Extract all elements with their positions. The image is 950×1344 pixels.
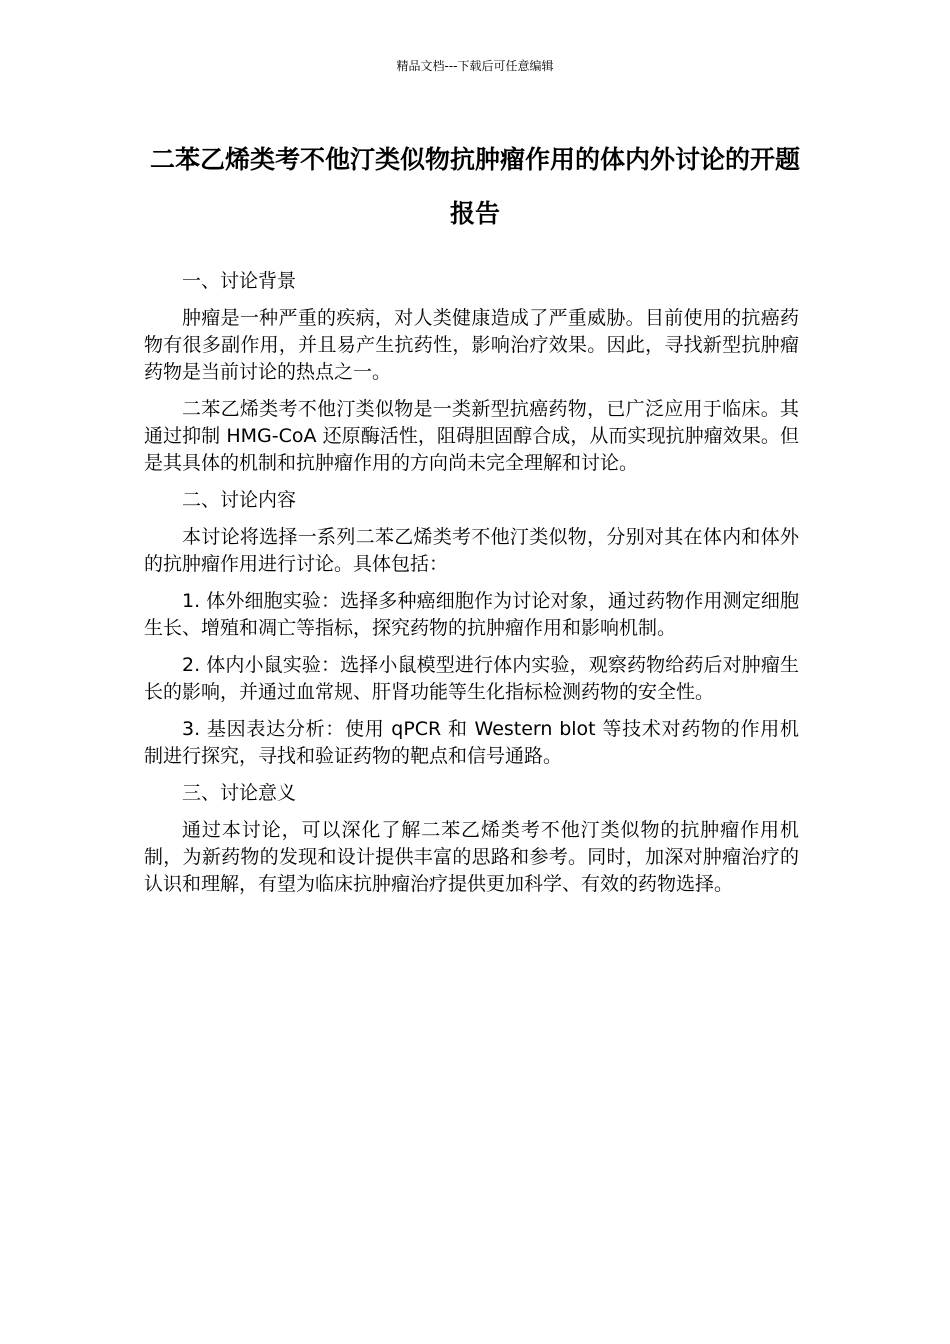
section-heading-significance: 三、讨论意义: [182, 782, 297, 804]
paragraph-content-item-1: 1. 体外细胞实验：选择多种癌细胞作为讨论对象，通过药物作用测定细胞生长、增殖和凋亡等指标，探究药物的抗肿瘤作用和影响机制。: [144, 590, 799, 639]
paragraph-content-item-2: 2. 体内小鼠实验：选择小鼠模型进行体内实验，观察药物给药后对肿瘤生长的影响，并通过血常规、肝肾功能等生化指标检测药物的安全性。: [144, 654, 799, 703]
section-heading-content: 二、讨论内容: [182, 489, 297, 511]
document-title: 二苯乙烯类考不他汀类似物抗肿瘤作用的体内外讨论的开题报告: [149, 145, 800, 228]
paragraph-significance-1: 通过本讨论，可以深化了解二苯乙烯类考不他汀类似物的抗肿瘤作用机制，为新药物的发现和设计提供丰富的思路和参考。同时，加深对肿瘤治疗的认识和理解，有望为临床抗肿瘤治疗提供更加科学、有效的药物选择。: [144, 819, 799, 895]
section-heading-background: 一、讨论背景: [182, 270, 297, 292]
document-body: [144, 268, 799, 908]
paragraph-content-intro: 本讨论将选择一系列二苯乙烯类考不他汀类似物，分别对其在体内和体外的抗肿瘤作用进行讨论。具体包括：: [144, 526, 799, 575]
paragraph-content-item-3: 3. 基因表达分析：使用 qPCR 和 Western blot 等技术对药物的作用机制进行探究，寻找和验证药物的靶点和信号通路。: [144, 718, 799, 767]
paragraph-background-2: 二苯乙烯类考不他汀类似物是一类新型抗癌药物，已广泛应用于临床。其通过抑制 HMG-CoA 还原酶活性，阻碍胆固醇合成，从而实现抗肿瘤效果。但是其具体的机制和抗肿瘤作用的方向尚未完全理解和讨论。: [144, 398, 799, 474]
paragraph-background-1: 肿瘤是一种严重的疾病，对人类健康造成了严重威胁。目前使用的抗癌药物有很多副作用，并且易产生抗药性，影响治疗效果。因此，寻找新型抗肿瘤药物是当前讨论的热点之一。: [144, 307, 799, 383]
header-note: 精品文档---下载后可任意编辑: [396, 59, 554, 73]
